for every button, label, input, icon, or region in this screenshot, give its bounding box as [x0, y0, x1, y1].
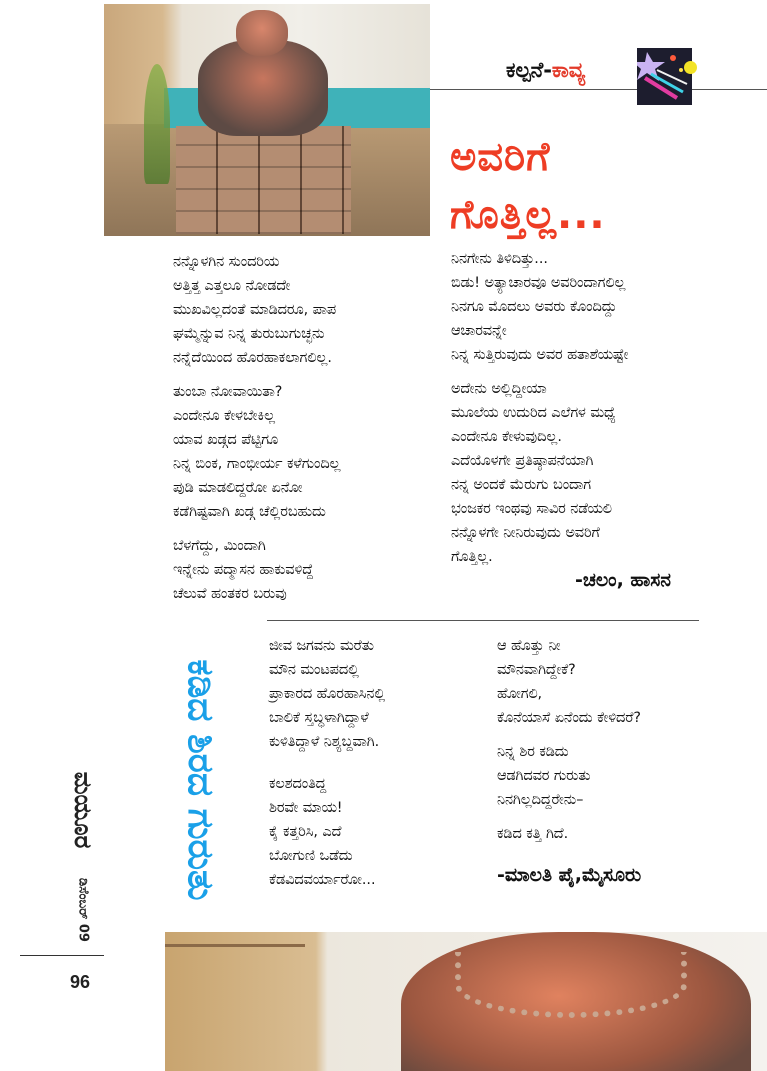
poem-line: ನನ್ನೊಳಗೇ ನೀನಿರುವುದು ಅವರಿಗೆ: [451, 525, 600, 541]
poem-line: ನಿನ್ನ ಬಿಂಕ, ಗಾಂಭೀರ್ಯ ಕಳೆಗುಂದಿಲ್ಲ: [173, 456, 341, 472]
poem-line: ನನ್ನೊಳಗಿನ ಸುಂದರಿಯ: [173, 254, 280, 270]
poem-line: ಪ್ರಾಕಾರದ ಹೊರಹಾಸಿನಲ್ಲಿ: [269, 686, 386, 702]
poem-divider: [267, 620, 699, 621]
footer-rule: [20, 955, 104, 956]
poem-line: ನಿನಗಿಲ್ಲದಿದ್ದರೇನು–: [497, 792, 584, 808]
section-title: [506, 58, 585, 83]
poem-line: ತುಂಬಾ ನೋವಾಯಿತಾ?: [173, 384, 283, 400]
poem1-author: -ಚಲಂ, ಹಾಸನ: [575, 569, 671, 591]
poem-line: ನಿನಗೇನು ತಿಳಿದಿತ್ತು...: [451, 251, 548, 267]
section-title-part1: ಕಲ್ಪನೆ-: [506, 58, 552, 82]
poem-line: ಬಾಲಿಕೆ ಸ್ತಬ್ಧಳಾಗಿದ್ದಾಳೆ: [269, 710, 369, 726]
statue-photo-top: [104, 4, 430, 236]
poem2-column-left: [269, 634, 385, 892]
poem2-title: ಕಡಿದ ಶಿರದ ಗುರುತು: [180, 659, 221, 901]
poem1-column-right: [451, 247, 628, 569]
poem-line: ಕೈ ಕತ್ತರಿಸಿ, ಎದೆ: [269, 824, 342, 840]
poem-line: ಹೋಗಲಿ,: [497, 686, 543, 702]
poem-line: ಶಿರವೇ ಮಾಯ!: [269, 800, 343, 816]
poem-line: ಆಡಗಿದವರ ಗುರುತು: [497, 768, 591, 784]
poem-line: ಅದೇನು ಅಲ್ಲಿದ್ದೀಯಾ: [451, 381, 547, 397]
poem1-title-line: ಅವರಿಗೆ: [450, 134, 551, 180]
poem-line: ನನ್ನ ಅಂದಕೆ ಮೆರುಗು ಬಂದಾಗ: [451, 477, 592, 493]
poem-line: ಆಚಾರವನ್ನೇ: [451, 323, 507, 339]
issue-date: ಡಿಸೆಂಬರ್ 09: [75, 878, 91, 942]
poem-line: ಮುಖವಿಲ್ಲದಂತೆ ಮಾಡಿದರೂ, ಪಾಪ: [173, 302, 337, 318]
poem-line: ಬೋಗುಣಿ ಒಡೆದು: [269, 848, 353, 864]
poem-line: ನಿನ್ನ ಸುತ್ತಿರುವುದು ಅವರ ಹತಾಶೆಯಷ್ಟೇ: [451, 347, 629, 363]
poem1-title: [450, 128, 760, 244]
stars-logo-icon: [637, 48, 692, 105]
poem-line: ಪುಡಿ ಮಾಡಲಿದ್ದರೋ ಏನೋ: [173, 480, 303, 496]
poem-line: ಕೊನೆಯಾಸೆ ಏನೆಂದು ಕೇಳಿದರೆ?: [497, 710, 641, 726]
poem-line: ಕಲಶದಂತಿದ್ದ: [269, 776, 327, 792]
poem-line: ಕಡಿದ ಕತ್ತಿ ಗಿದೆ.: [497, 826, 569, 842]
poem-line: ಮೌನವಾಗಿದ್ದೇಕೆ?: [497, 662, 576, 678]
statue-photo-bottom: [165, 932, 767, 1071]
poem1-title-line: ಗೊತ್ತಿಲ್ಲ...: [450, 192, 606, 238]
poem-line: ನಿನ್ನ ಶಿರ ಕಡಿದು: [497, 744, 569, 760]
poem-line: ಬೆಳಗೆದ್ದು, ಮಿಂದಾಗಿ: [173, 538, 266, 554]
magazine-name: ಮಯೂರ: [69, 771, 97, 849]
page-number: 96: [70, 972, 91, 992]
poem-line: ಎದೆಯೊಳಗೇ ಪ್ರತಿಷ್ಠಾಪನೆಯಾಗಿ: [451, 453, 594, 469]
poem-line: ಬಿಡು! ಅತ್ಯಾಚಾರವೂ ಅವರಿಂದಾಗಲಿಲ್ಲ: [451, 275, 626, 291]
poem-line: ಜೀವ ಜಗವನು ಮರೆತು: [269, 638, 374, 654]
yellow-dot-icon: [684, 61, 697, 74]
poem-line: ಆ ಹೊತ್ತು ನೀ: [497, 638, 561, 654]
poem2-title-wrap: [150, 660, 250, 900]
header-rule: [430, 89, 767, 90]
poem-line: ಕಡೆಗಿಷ್ಟವಾಗಿ ಖಡ್ಗ ಚೆಲ್ಲಿರಬಹುದು: [173, 504, 326, 520]
poem2-author: -ಮಾಲತಿ ಪೈ,ಮೈಸೂರು: [497, 864, 642, 886]
poem-line: ಅತ್ತಿತ್ತ ಎತ್ತಲೂ ನೋಡದೇ: [173, 278, 291, 294]
poem-line: ನಿನಗೂ ಮೊದಲು ಅವರು ಕೊಂದಿದ್ದು: [451, 299, 617, 315]
poem-line: ಭಂಜಕರ ಇಂಥವು ಸಾವಿರ ನಡೆಯಲಿ: [451, 501, 612, 517]
poem-line: ಎಂದೇನೂ ಕೇಳಬೇಕಿಲ್ಲ: [173, 408, 276, 424]
section-title-part2: ಕಾವ್ಯ: [551, 58, 586, 82]
poem-line: ಎಂದೇನೂ ಕೇಳುವುದಿಲ್ಲ.: [451, 429, 562, 445]
magazine-side-mark: [60, 760, 106, 960]
poem-line: ಕೆಡವಿದವರ್ಯಾರೋ...: [269, 872, 376, 888]
poem-line: ಕುಳಿತಿದ್ದಾಳೆ ನಿಶ್ಯಬ್ದವಾಗಿ.: [269, 734, 380, 750]
poem-line: ಯಾವ ಖಡ್ಗದ ಪೆಟ್ಟಿಗೂ: [173, 432, 279, 448]
poem-line: ಚೆಲುವೆ ಹಂತಕರ ಬರುವು: [173, 586, 287, 602]
poem-line: ಘಮ್ಮೆನ್ನುವ ನಿನ್ನ ತುರುಬುಗುಚ್ಛನು: [173, 326, 325, 342]
poem-line: ನನ್ನೆದೆಯಿಂದ ಹೊರಹಾಕಲಾಗಲಿಲ್ಲ.: [173, 350, 332, 366]
poem-line: ಮೂಲೆಯ ಉದುರಿದ ಎಲೆಗಳ ಮಧ್ಯೆ: [451, 405, 616, 421]
poem2-column-right: [497, 634, 641, 846]
poem1-column-left: [173, 250, 341, 606]
poem-line: ಮೌನ ಮಂಟಪದಲ್ಲಿ: [269, 662, 359, 678]
poem-line: ಗೊತ್ತಿಲ್ಲ.: [451, 549, 493, 565]
poem-line: ಇನ್ನೇನು ಪದ್ಮಾಸನ ಹಾಕುವಳಿದ್ದೆ: [173, 562, 314, 578]
